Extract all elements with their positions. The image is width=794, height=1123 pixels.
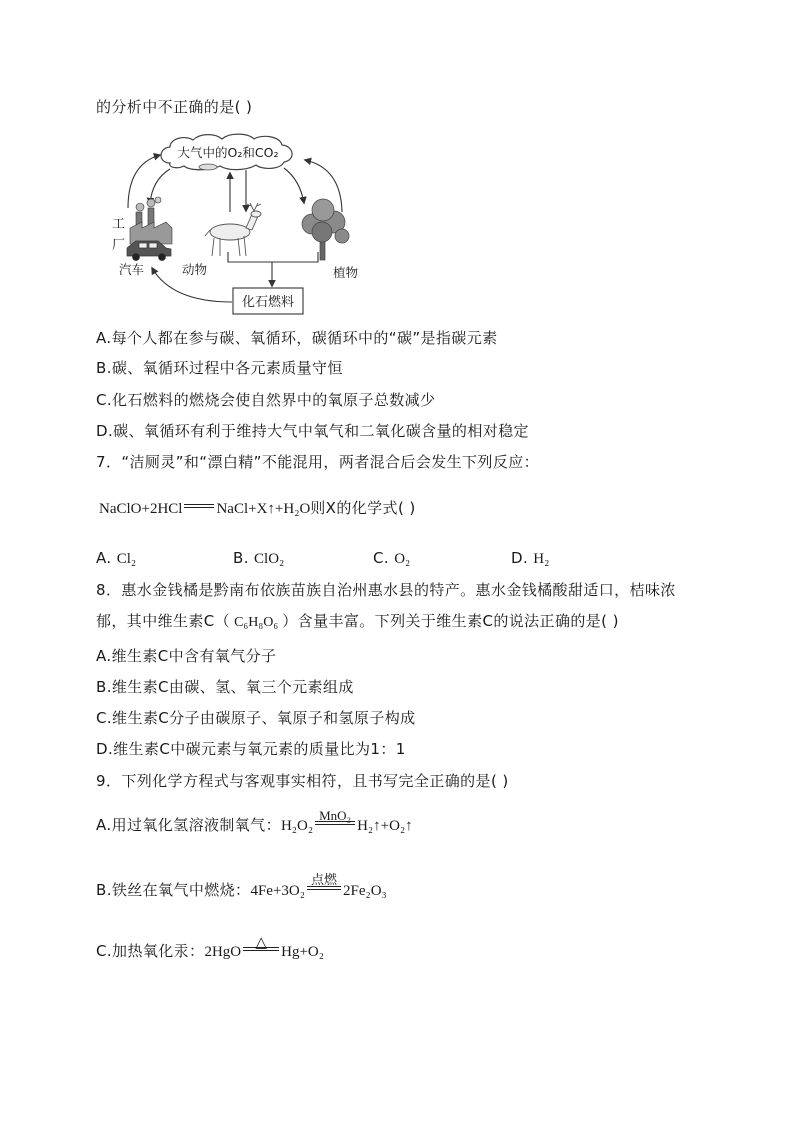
q9-option-b bbox=[96, 873, 387, 900]
q7-equation-left: NaClO+2HCl bbox=[99, 501, 183, 517]
animal-label: 动物 bbox=[182, 262, 208, 277]
q7-equation-right: NaCl+X↑+H₂O bbox=[216, 501, 311, 517]
q6-option-a: A.每个人都在参与碳、氧循环，碳循环中的“碳”是指碳元素 bbox=[96, 329, 498, 347]
q7-equals-sign bbox=[184, 504, 214, 508]
fossil-fuel-label: 化石燃料 bbox=[241, 295, 295, 310]
q6-option-c: C.化石燃料的燃烧会使自然界中的氧原子总数减少 bbox=[96, 391, 436, 409]
q9-option-c bbox=[96, 933, 324, 961]
q9-option-a-label: A.用过氧化氢溶液制氧气： bbox=[96, 816, 281, 834]
q7-option-d bbox=[511, 548, 549, 568]
q7-option-b-letter: B. bbox=[233, 549, 249, 567]
cloud-label: 大气中的O₂和CO₂ bbox=[177, 145, 279, 160]
q9-option-c-left: 2HgO bbox=[204, 944, 242, 960]
q7-option-a-formula: Cl₂ bbox=[116, 551, 137, 567]
q8-option-a: A.维生素C中含有氧气分子 bbox=[96, 647, 277, 665]
q6-option-b: B.碳、氧循环过程中各元素质量守恒 bbox=[96, 359, 343, 377]
q9-option-a-right: H₂↑+O₂↑ bbox=[357, 818, 413, 834]
factory-illustration bbox=[130, 197, 172, 244]
q9-option-b-reaction-sign bbox=[305, 873, 343, 900]
arrow-atmosphere-to-plant bbox=[284, 168, 304, 203]
q9-option-b-label: B.铁丝在氧气中燃烧： bbox=[96, 881, 251, 899]
q9-option-c-label: C.加热氧化汞： bbox=[96, 942, 205, 960]
q8-stem-line-2-end: ）含量丰富。下列关于维生素C的说法正确的是( ) bbox=[282, 612, 619, 630]
cloud-oval-mark bbox=[199, 164, 217, 170]
deer-illustration bbox=[205, 203, 261, 256]
q6-stem-tail: 的分析中不正确的是( ) bbox=[96, 98, 253, 116]
plant-label: 植物 bbox=[333, 265, 359, 280]
q7-stem: 7．“洁厕灵”和“漂白精”不能混用，两者混合后会发生下列反应： bbox=[96, 453, 540, 471]
q9-option-b-left: 4Fe+3O₂ bbox=[250, 883, 305, 899]
carbon-oxygen-cycle-diagram bbox=[105, 130, 365, 320]
q6-option-d: D.碳、氧循环有利于维持大气中氧气和二氧化碳含量的相对稳定 bbox=[96, 422, 529, 440]
q7-option-b-formula: ClO₂ bbox=[254, 551, 285, 567]
q7-option-b bbox=[233, 548, 284, 568]
q7-option-a-letter: A. bbox=[96, 549, 112, 567]
q8-option-d: D.维生素C中碳元素与氧元素的质量比为1：1 bbox=[96, 740, 406, 758]
q9-option-a-reaction-sign bbox=[313, 808, 357, 835]
q9-option-c-right: Hg+O₂ bbox=[281, 944, 324, 960]
q7-option-a bbox=[96, 548, 136, 568]
factory-label-2: 厂 bbox=[112, 238, 126, 253]
q7-option-c-letter: C. bbox=[373, 549, 390, 567]
q9-option-b-condition: 点燃 bbox=[310, 873, 338, 888]
q8-stem-line-2 bbox=[96, 611, 619, 631]
q8-vitamin-c-formula: C₆H₈O₆ bbox=[234, 615, 279, 630]
q7-equation-tail: 则X的化学式( ) bbox=[310, 499, 416, 517]
q7-equation bbox=[99, 498, 416, 518]
q8-stem-line-2-start: 郁，其中维生素C（ bbox=[96, 612, 231, 630]
q9-option-b-right: 2Fe₂O₃ bbox=[343, 883, 387, 899]
q9-option-a bbox=[96, 808, 413, 835]
q7-option-c bbox=[373, 548, 410, 568]
q7-option-c-formula: O₂ bbox=[394, 551, 411, 567]
q7-option-d-letter: D. bbox=[511, 549, 529, 567]
connector-organisms bbox=[228, 252, 318, 262]
q8-option-b: B.维生素C由碳、氢、氧三个元素组成 bbox=[96, 678, 354, 696]
q7-option-d-formula: H₂ bbox=[533, 551, 550, 567]
q9-stem: 9．下列化学方程式与客观事实相符，且书写完全正确的是( ) bbox=[96, 772, 509, 790]
q9-option-a-left: H₂O₂ bbox=[280, 818, 314, 834]
q9-option-c-condition: △ bbox=[255, 933, 267, 951]
car-label: 汽车 bbox=[119, 262, 145, 277]
q9-option-c-reaction-sign bbox=[241, 933, 281, 961]
factory-label-1: 工 bbox=[112, 217, 126, 232]
q9-option-a-condition: MnO₂ bbox=[319, 808, 352, 823]
q8-option-c: C.维生素C分子由碳原子、氧原子和氢原子构成 bbox=[96, 709, 416, 727]
q8-stem-line-1: 8．惠水金钱橘是黔南布依族苗族自治州惠水县的特产。惠水金钱橘酸甜适口，桔味浓 bbox=[96, 581, 676, 599]
